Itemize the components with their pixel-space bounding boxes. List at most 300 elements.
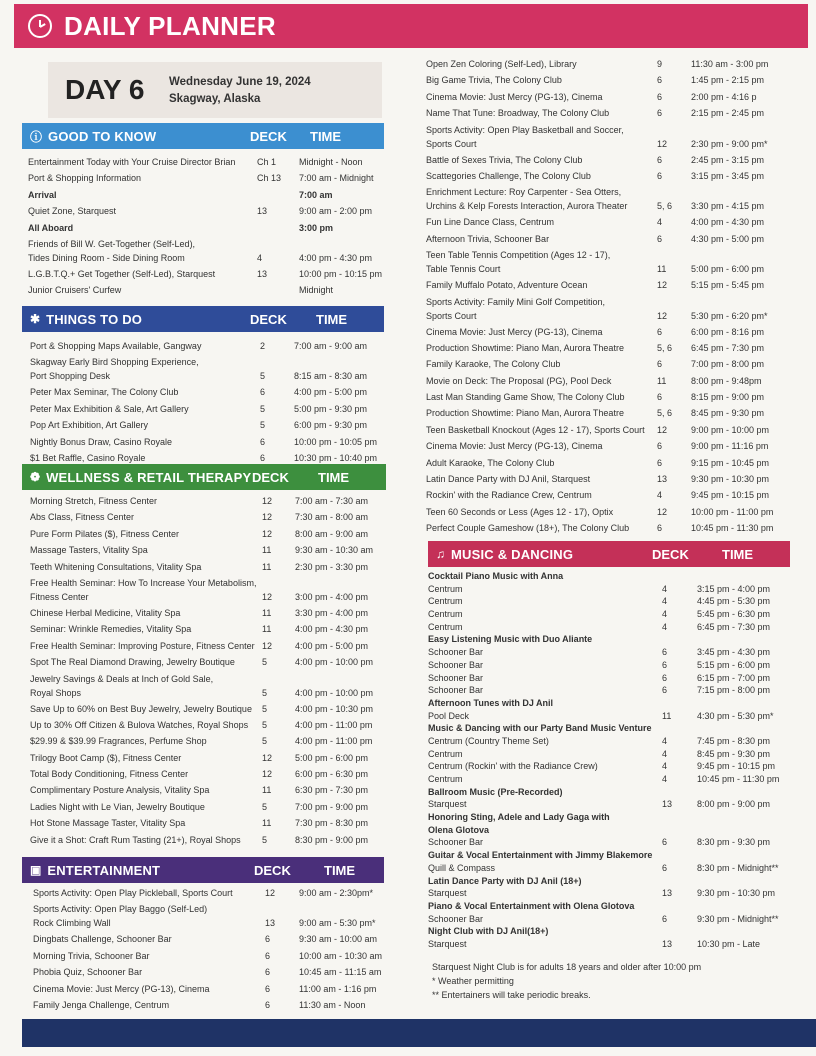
info-icon: ⓘ	[30, 129, 43, 144]
deck-heading: DECK	[252, 470, 289, 485]
time-value: 7:00 am - 7:30 am	[295, 496, 369, 506]
deck-value: 12	[265, 888, 276, 898]
schedule-row	[22, 965, 384, 981]
event-name: Ladies Night with Le Vian, Jewelry Boutique	[30, 801, 205, 812]
schedule-row	[22, 560, 386, 576]
deck-value: 4	[662, 774, 668, 784]
time-value: 4:30 pm - 5:00 pm	[691, 233, 765, 244]
time-value: Midnight	[299, 285, 334, 296]
deck-value: 4	[662, 583, 668, 594]
time-value: 4:00 pm - 10:00 pm	[295, 657, 374, 668]
sparkle-icon: ✱	[30, 312, 41, 326]
group-heading	[428, 849, 790, 862]
event-name: Seminar: Wrinkle Remedies, Vitality Spa	[30, 624, 192, 635]
event-name: Schooner Bar	[428, 659, 484, 670]
deck-value: 6	[662, 862, 668, 873]
time-value: 8:00 pm - 9:00 pm	[697, 799, 771, 810]
time-value: 10:30 pm - 10:40 pm	[294, 452, 378, 463]
group-heading	[428, 570, 790, 583]
deck-value: 5	[262, 834, 268, 845]
deck-value: 4	[657, 217, 663, 228]
event-name: Centrum (Rockin' with the Radiance Crew)	[428, 761, 598, 772]
things-to-do-header	[22, 306, 384, 332]
schedule-row	[22, 622, 386, 638]
deck-value: 6	[657, 326, 663, 337]
deck-value: 11	[262, 785, 272, 796]
section-title: WELLNESS & RETAIL THERAPY	[46, 469, 252, 485]
event-name: Sports Activity: Open Play Pickleball, Sports Court	[33, 888, 233, 898]
event-name: Free Health Seminar: Improving Posture, Fitness Center	[30, 640, 255, 651]
event-name: Cocktail Piano Music with Anna	[428, 571, 564, 581]
time-value: 11:00 am - 1:16 pm	[299, 983, 377, 994]
event-name: Cinema Movie: Just Mercy (PG-13), Cinema	[33, 983, 210, 994]
deck-value: 12	[262, 528, 273, 539]
time-value: 6:45 pm - 7:30 pm	[691, 342, 765, 353]
event-name-line2: Urchins & Kelp Forests Interaction, Aurora Theater	[426, 201, 628, 212]
event-name: Battle of Sexes Trivia, The Colony Club	[426, 154, 583, 165]
event-name: Night Club with DJ Anil(18+)	[428, 926, 549, 937]
group-heading	[428, 925, 790, 938]
time-value: 8:00 am - 9:00 am	[295, 528, 369, 539]
schedule-row	[426, 185, 806, 215]
deck-value: 6	[662, 647, 668, 658]
day-label: DAY 6	[65, 74, 145, 105]
deck-value: 2	[260, 341, 266, 351]
schedule-row	[426, 374, 806, 390]
deck-value: 5	[262, 657, 268, 668]
time-value: 7:00 pm - 9:00 pm	[295, 801, 369, 812]
wellness-header	[22, 464, 386, 490]
time-value: 10:00 pm - 10:15 pm	[299, 268, 383, 279]
schedule-row	[22, 982, 384, 998]
schedule-row	[426, 505, 806, 521]
time-value: 4:00 pm - 11:00 pm	[295, 736, 373, 747]
event-name: Centrum	[428, 583, 463, 594]
event-name: Peter Max Exhibition & Sale, Art Gallery	[30, 403, 189, 414]
deck-value: 5	[262, 736, 268, 747]
event-name: Fun Line Dance Class, Centrum	[426, 217, 555, 228]
event-name: Piano & Vocal Entertainment with Olena Glotova	[428, 900, 635, 911]
event-name: Port & Shopping Maps Available, Gangway	[30, 341, 202, 351]
event-name: Spot The Real Diamond Drawing, Jewelry Boutique	[30, 657, 235, 668]
deck-value: 5	[260, 420, 266, 431]
event-name: Free Health Seminar: How To Increase Your Metabolism,	[30, 577, 257, 588]
time-heading: TIME	[316, 312, 348, 327]
event-name: L.G.B.T.Q.+ Get Together (Self-Led), Starquest	[28, 268, 216, 279]
deck-value: 11	[662, 710, 672, 721]
deck-value: 12	[657, 424, 668, 435]
time-value: 6:30 pm - 7:30 pm	[295, 785, 369, 796]
deck-value: 12	[262, 769, 273, 780]
schedule-row	[428, 672, 790, 685]
event-name: Save Up to 60% on Best Buy Jewelry, Jewelry Boutique	[30, 703, 252, 714]
schedule-row	[22, 188, 384, 204]
event-name: Centrum	[428, 609, 463, 620]
event-name: Music & Dancing with our Party Band Music Venture	[428, 723, 652, 734]
deck-value: 13	[257, 268, 268, 279]
deck-value: 11	[262, 607, 272, 618]
event-name: Perfect Couple Gameshow (18+), The Colony Club	[426, 523, 630, 534]
good-to-know-header	[22, 123, 384, 149]
footer-band	[22, 1019, 816, 1047]
deck-value: 13	[662, 799, 673, 810]
schedule-row	[22, 672, 386, 702]
schedule-row	[428, 595, 790, 608]
event-name: Schooner Bar	[428, 837, 484, 848]
time-value: 8:15 pm - 9:00 pm	[691, 392, 765, 403]
time-value: 8:30 pm - Midnight**	[697, 862, 779, 873]
time-value: 6:00 pm - 9:30 pm	[294, 420, 368, 431]
time-value: 9:30 pm - 10:30 pm	[697, 888, 776, 899]
event-name: Starquest	[428, 799, 467, 810]
deck-value: 6	[657, 91, 663, 102]
schedule-row	[426, 215, 806, 231]
location-text: Skagway, Alaska	[169, 93, 261, 105]
footnote-age: Starquest Night Club is for adults 18 years and older after 10:00 pm	[432, 962, 702, 972]
schedule-row	[426, 169, 806, 185]
time-value: 7:30 am - 8:00 am	[295, 512, 369, 523]
deck-value: 6	[657, 233, 663, 244]
date-text: Wednesday June 19, 2024	[169, 76, 311, 88]
time-value: 9:30 am - 10:30 am	[295, 545, 374, 556]
schedule-row	[426, 248, 806, 278]
time-value: 7:00 pm - 8:00 pm	[691, 359, 765, 370]
deck-value: 12	[657, 138, 668, 149]
event-name: Massage Tasters, Vitality Spa	[30, 545, 148, 556]
deck-value: 4	[662, 596, 668, 607]
time-heading: TIME	[324, 863, 356, 878]
schedule-row	[426, 472, 806, 488]
time-value: 9:30 pm - Midnight**	[697, 913, 779, 924]
schedule-row	[22, 576, 386, 606]
deck-heading: DECK	[250, 129, 287, 144]
schedule-row	[426, 439, 806, 455]
deck-value: 11	[657, 375, 667, 386]
event-name: Movie on Deck: The Proposal (PG), Pool Deck	[426, 375, 612, 386]
time-value: 2:15 pm - 2:45 pm	[691, 108, 765, 119]
deck-value: 6	[657, 154, 663, 165]
event-name-line2: Table Tennis Court	[426, 264, 501, 275]
schedule-row	[426, 90, 806, 106]
deck-value: 5, 6	[657, 342, 673, 353]
section-title: ENTERTAINMENT	[47, 862, 161, 878]
time-value: 6:00 pm - 8:16 pm	[691, 326, 765, 337]
time-value: 8:30 pm - 9:30 pm	[697, 837, 771, 848]
event-name: Cinema Movie: Just Mercy (PG-13), Cinema	[426, 326, 603, 337]
group-heading	[428, 811, 790, 824]
group-heading	[428, 875, 790, 888]
time-value: 10:30 pm - Late	[697, 938, 761, 949]
schedule-row	[426, 406, 806, 422]
music-note-icon: ♫	[436, 547, 445, 561]
schedule-row	[22, 355, 384, 385]
event-name: Abs Class, Fitness Center	[30, 512, 135, 523]
deck-value: 4	[662, 621, 668, 632]
deck-value: 6	[265, 967, 271, 978]
deck-value: 4	[662, 761, 668, 772]
event-name: Dingbats Challenge, Schooner Bar	[33, 934, 172, 945]
event-name: Production Showtime: Piano Man, Aurora Theatre	[426, 342, 624, 353]
event-name: Friends of Bill W. Get-Together (Self-Led),	[28, 238, 196, 249]
day-block	[48, 62, 382, 118]
deck-value: 11	[262, 624, 272, 635]
deck-value: 12	[657, 280, 668, 291]
event-name: Afternoon Trivia, Schooner Bar	[426, 233, 550, 244]
schedule-row	[22, 283, 384, 299]
entertainment-header	[22, 857, 384, 883]
schedule-row	[428, 583, 790, 596]
time-value: 7:00 am - Midnight	[299, 173, 374, 184]
event-name: $1 Bet Raffle, Casino Royale	[30, 452, 146, 463]
time-value: 10:45 am - 11:15 am	[299, 967, 382, 978]
time-value: 7:45 pm - 8:30 pm	[697, 735, 771, 746]
time-value: 9:00 am - 2:30pm*	[299, 888, 374, 898]
event-name-line2: Sports Court	[426, 310, 477, 321]
schedule-row	[22, 402, 384, 418]
schedule-row	[426, 521, 806, 537]
time-value: 5:30 pm - 6:20 pm*	[691, 310, 768, 321]
schedule-row	[22, 816, 386, 832]
schedule-row	[22, 510, 386, 526]
event-name: Latin Dance Party with DJ Anil, Starquest	[426, 474, 591, 485]
schedule-row	[22, 171, 384, 187]
schedule-row	[22, 800, 386, 816]
event-name: Centrum (Country Theme Set)	[428, 735, 549, 746]
schedule-row	[426, 357, 806, 373]
time-value: 3:00 pm	[299, 222, 334, 233]
event-name: Teeth Whitening Consultations, Vitality Spa	[30, 561, 202, 572]
time-value: 6:15 pm - 7:00 pm	[697, 672, 771, 683]
schedule-row	[428, 659, 790, 672]
deck-value: 4	[257, 252, 263, 263]
schedule-row	[426, 232, 806, 248]
deck-value: 11	[262, 818, 272, 829]
deck-value: 6	[662, 837, 668, 848]
schedule-row	[22, 783, 386, 799]
event-name: Centrum	[428, 621, 463, 632]
time-value: 4:00 pm - 5:00 pm	[294, 387, 368, 398]
group-heading	[428, 633, 790, 646]
event-name: Give it a Shot: Craft Rum Tasting (21+), Royal Shops	[30, 834, 241, 845]
schedule-row	[22, 902, 384, 932]
deck-value: 5	[262, 687, 268, 698]
schedule-row	[426, 73, 806, 89]
event-name: Centrum	[428, 596, 463, 607]
schedule-row	[22, 606, 386, 622]
time-value: 3:15 pm - 4:00 pm	[697, 583, 771, 594]
entertainment-continued-section	[426, 57, 806, 538]
time-value: 7:15 pm - 8:00 pm	[697, 685, 771, 696]
deck-value: 13	[657, 474, 668, 485]
time-value: 9:00 pm - 11:16 pm	[691, 441, 769, 452]
event-name: Schooner Bar	[428, 685, 484, 696]
music-dancing-section	[428, 541, 790, 951]
event-name: Pure Form Pilates ($), Fitness Center	[30, 528, 180, 539]
schedule-row	[22, 949, 384, 965]
event-name: Morning Stretch, Fitness Center	[30, 496, 158, 506]
event-name: Scattegories Challenge, The Colony Club	[426, 170, 591, 181]
deck-value: 6	[265, 934, 271, 945]
section-title: MUSIC & DANCING	[451, 546, 574, 562]
deck-value: 11	[657, 264, 667, 275]
deck-value: 12	[657, 310, 668, 321]
event-name: Teen Table Tennis Competition (Ages 12 - 17),	[426, 250, 611, 261]
page-title: DAILY PLANNER	[64, 10, 276, 41]
schedule-row	[428, 748, 790, 761]
deck-value: 5	[262, 703, 268, 714]
event-name: Pool Deck	[428, 710, 470, 721]
event-name: Open Zen Coloring (Self-Led), Library	[426, 59, 577, 69]
event-name: Pop Art Exhibition, Art Gallery	[30, 420, 149, 431]
event-name: Centrum	[428, 774, 463, 784]
time-value: 3:30 pm - 4:15 pm	[691, 201, 765, 212]
event-name: Family Karaoke, The Colony Club	[426, 359, 561, 370]
time-value: 8:30 pm - 9:00 pm	[295, 834, 369, 845]
time-value: 3:00 pm - 4:00 pm	[295, 591, 369, 602]
time-value: 10:00 am - 10:30 am	[299, 950, 383, 961]
event-name: Entertainment Today with Your Cruise Director Brian	[28, 157, 236, 167]
schedule-row	[426, 106, 806, 122]
deck-value: 13	[265, 918, 276, 929]
deck-value: 12	[262, 496, 273, 506]
schedule-row	[22, 527, 386, 543]
deck-value: 12	[262, 591, 273, 602]
deck-value: 6	[265, 950, 271, 961]
schedule-row	[428, 938, 790, 951]
event-name: Big Game Trivia, The Colony Club	[426, 75, 562, 86]
event-name: Teen Basketball Knockout (Ages 12 - 17), Sports Court	[426, 424, 645, 435]
footnotes	[432, 960, 701, 1002]
time-value: 9:30 am - 10:00 am	[299, 934, 378, 945]
deck-value: 13	[662, 888, 673, 899]
event-name: Enrichment Lecture: Roy Carpenter - Sea Otters,	[426, 187, 622, 198]
time-value: 9:45 pm - 10:15 pm	[697, 761, 776, 772]
event-name: Last Man Standing Game Show, The Colony Club	[426, 392, 625, 403]
deck-value: 11	[262, 561, 272, 572]
time-value: 4:30 pm - 5:30 pm*	[697, 710, 774, 721]
schedule-row	[426, 390, 806, 406]
schedule-row	[22, 639, 386, 655]
schedule-row	[426, 341, 806, 357]
deck-value: 6	[657, 75, 663, 86]
ticket-icon: ▣	[30, 863, 42, 877]
event-name: Easy Listening Music with Duo Aliante	[428, 634, 593, 645]
footnote-breaks: ** Entertainers will take periodic breaks.	[432, 990, 591, 1000]
event-name-line2: Royal Shops	[30, 687, 82, 698]
good-to-know-section	[22, 123, 384, 300]
time-value: 11:30 am - Noon	[299, 999, 366, 1010]
section-title: GOOD TO KNOW	[48, 128, 157, 144]
time-value: 10:00 pm - 10:05 pm	[294, 436, 378, 447]
group-heading	[428, 722, 790, 735]
event-name: Junior Cruisers' Curfew	[28, 285, 122, 296]
time-value: 7:00 am	[299, 189, 333, 200]
event-name: Cinema Movie: Just Mercy (PG-13), Cinema	[426, 91, 603, 102]
time-heading: TIME	[310, 129, 342, 144]
time-value: 10:00 pm - 11:00 pm	[691, 506, 774, 517]
event-name: Jewelry Savings & Deals at Inch of Gold Sale,	[30, 673, 214, 684]
time-value: 9:00 pm - 10:00 pm	[691, 424, 770, 435]
schedule-row	[426, 295, 806, 325]
event-name-line2: Sports Court	[426, 138, 477, 149]
event-name: Quiet Zone, Starquest	[28, 206, 117, 217]
schedule-row	[22, 655, 386, 671]
deck-value: 6	[657, 170, 663, 181]
deck-value: 6	[662, 659, 668, 670]
schedule-row	[22, 155, 384, 171]
event-name: Olena Glotova	[428, 824, 490, 835]
time-value: 2:30 pm - 9:00 pm*	[691, 138, 768, 149]
schedule-row	[426, 423, 806, 439]
schedule-row	[426, 488, 806, 504]
schedule-row	[22, 886, 384, 902]
time-value: 7:00 am - 9:00 am	[294, 341, 368, 351]
time-value: 8:45 pm - 9:30 pm	[697, 748, 771, 759]
event-name: Port & Shopping Information	[28, 173, 142, 184]
schedule-row	[22, 734, 386, 750]
time-value: 2:45 pm - 3:15 pm	[691, 154, 765, 165]
schedule-row	[428, 760, 790, 773]
schedule-row	[428, 608, 790, 621]
schedule-row	[22, 833, 386, 849]
schedule-row	[426, 57, 806, 73]
time-value: 3:15 pm - 3:45 pm	[691, 170, 765, 181]
deck-value: 4	[662, 748, 668, 759]
event-name: Cinema Movie: Just Mercy (PG-13), Cinema	[426, 441, 603, 452]
schedule-row	[428, 646, 790, 659]
deck-value: Ch 1	[257, 157, 277, 167]
schedule-row	[428, 887, 790, 900]
event-name: Name That Tune: Broadway, The Colony Club	[426, 108, 610, 119]
deck-value: 12	[262, 512, 273, 523]
time-value: 4:00 pm - 11:00 pm	[295, 719, 373, 730]
schedule-row	[22, 435, 384, 451]
event-name: Arrival	[28, 189, 57, 200]
event-name: Schooner Bar	[428, 913, 484, 924]
schedule-row	[22, 494, 386, 510]
event-name: Skagway Early Bird Shopping Experience,	[30, 357, 199, 368]
time-value: 9:45 pm - 10:15 pm	[691, 490, 770, 501]
time-value: 8:45 pm - 9:30 pm	[691, 408, 765, 419]
deck-value: Ch 13	[257, 173, 282, 184]
time-value: 10:45 pm - 11:30 pm	[697, 774, 780, 784]
schedule-row	[428, 862, 790, 875]
time-value: 5:00 pm - 9:30 pm	[294, 403, 368, 414]
event-name: Complimentary Posture Analysis, Vitality Spa	[30, 785, 210, 796]
time-value: 4:00 pm - 4:30 pm	[299, 252, 373, 263]
deck-value: 6	[260, 452, 266, 463]
time-value: 4:00 pm - 5:00 pm	[295, 640, 369, 651]
deck-value: 12	[262, 640, 273, 651]
deck-value: 6	[260, 436, 266, 447]
event-name: Trilogy Boot Camp ($), Fitness Center	[30, 752, 182, 763]
group-heading	[428, 697, 790, 710]
event-name: Production Showtime: Piano Man, Aurora Theatre	[426, 408, 624, 419]
event-name: Schooner Bar	[428, 647, 484, 658]
footnote-weather: * Weather permitting	[432, 976, 514, 986]
deck-value: 6	[657, 359, 663, 370]
event-name: Starquest	[428, 938, 467, 949]
event-name: Afternoon Tunes with DJ Anil	[428, 697, 553, 708]
time-heading: TIME	[722, 547, 754, 562]
schedule-row	[22, 751, 386, 767]
schedule-row	[22, 543, 386, 559]
deck-value: 5	[260, 371, 266, 382]
event-name: Teen 60 Seconds or Less (Ages 12 - 17), Optix	[426, 506, 614, 517]
schedule-row	[22, 385, 384, 401]
event-name-line2: Fitness Center	[30, 591, 89, 602]
event-name: Up to 30% Off Citizen & Bulova Watches, Royal Shops	[30, 719, 249, 730]
